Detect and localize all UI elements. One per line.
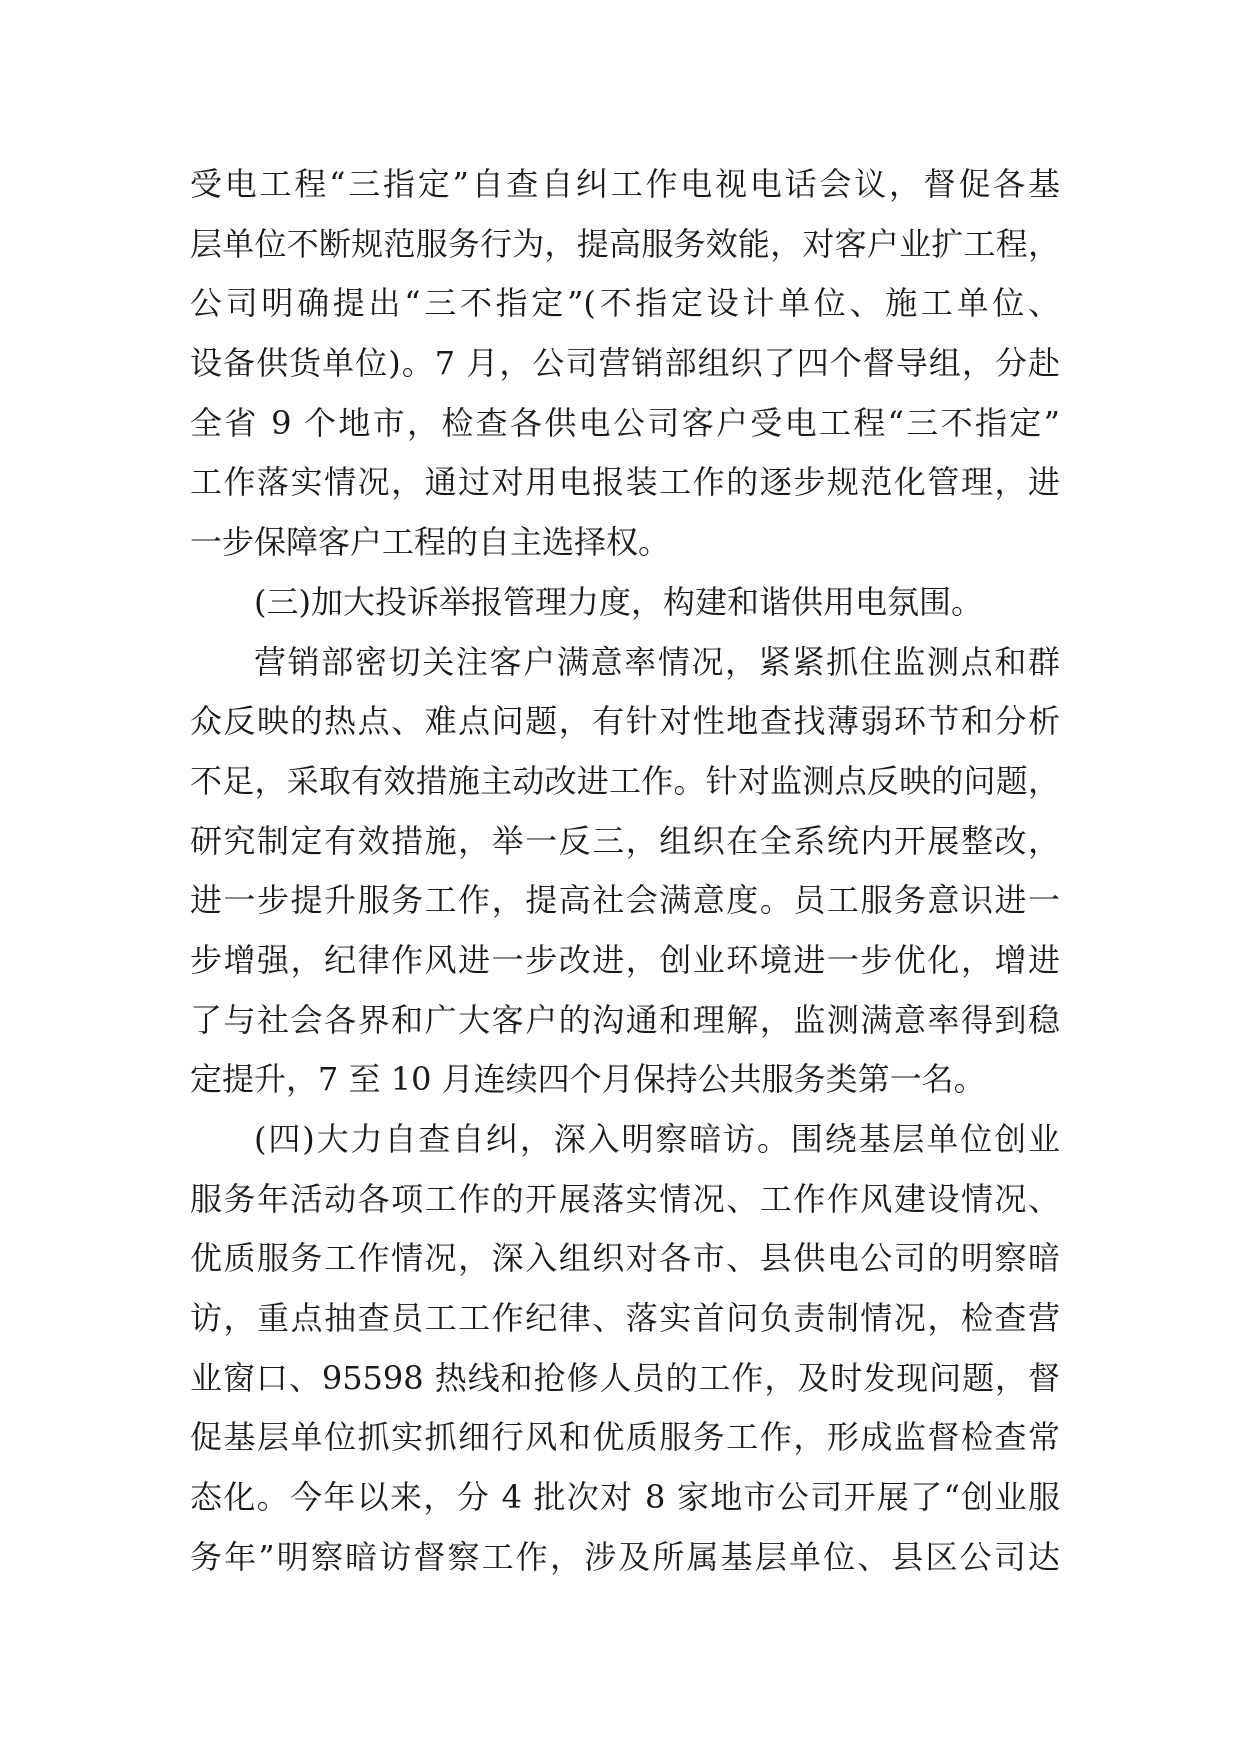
text-line: 受电工程“三指定”自查自纠工作电视电话会议，督促各基 [190, 165, 1060, 203]
text-line: 优质服务工作情况，深入组织对各市、县供电公司的明察暗 [190, 1239, 1060, 1278]
text-line: 全省 9 个地市，检查各供电公司客户受电工程“三不指定” [190, 403, 1060, 442]
text-line: 层单位不断规范服务行为，提高服务效能，对客户业扩工程， [190, 224, 1060, 263]
text-line: 步增强，纪律作风进一步改进，创业环境进一步优化，增进 [190, 940, 1060, 979]
text-line: (三)加大投诉举报管理力度，构建和谐供用电氛围。 [254, 582, 983, 621]
text-line: 务年”明察暗访督察工作，涉及所属基层单位、县区公司达 [190, 1537, 1060, 1576]
text-line: 服务年活动各项工作的开展落实情况、工作作风建设情况、 [190, 1179, 1060, 1218]
text-line: 了与社会各界和广大客户的沟通和理解，监测满意率得到稳 [190, 1000, 1060, 1039]
text-line: 一步保障客户工程的自主选择权。 [190, 523, 671, 562]
text-line: 公司明确提出“三不指定”(不指定设计单位、施工单位、 [190, 284, 1060, 323]
text-line: 访，重点抽查员工工作纪律、落实首问负责制情况，检查营 [190, 1299, 1060, 1338]
document-body [190, 155, 1060, 1588]
text-line: 定提升，7 至 10 月连续四个月保持公共服务类第一名。 [190, 1060, 986, 1099]
text-line: (四)大力自查自纠，深入明察暗访。围绕基层单位创业 [254, 1120, 1060, 1158]
text-line: 不足，采取有效措施主动改进工作。针对监测点反映的问题， [190, 761, 1060, 800]
text-line: 众反映的热点、难点问题，有针对性地查找薄弱环节和分析 [190, 702, 1060, 741]
text-line: 研究制定有效措施，举一反三，组织在全系统内开展整改， [190, 821, 1060, 860]
text-line: 进一步提升服务工作，提高社会满意度。员工服务意识进一 [190, 881, 1060, 920]
text-line: 态化。今年以来，分 4 批次对 8 家地市公司开展了“创业服 [190, 1478, 1060, 1517]
text-line: 营销部密切关注客户满意率情况，紧紧抓住监测点和群 [254, 642, 1060, 681]
text-line: 设备供货单位)。7 月，公司营销部组织了四个督导组，分赴 [190, 344, 1060, 383]
text-line: 工作落实情况，通过对用电报装工作的逐步规范化管理，进 [190, 463, 1060, 502]
text-line: 促基层单位抓实抓细行风和优质服务工作，形成监督检查常 [190, 1418, 1060, 1457]
text-line: 业窗口、95598 热线和抢修人员的工作，及时发现问题，督 [190, 1358, 1060, 1397]
